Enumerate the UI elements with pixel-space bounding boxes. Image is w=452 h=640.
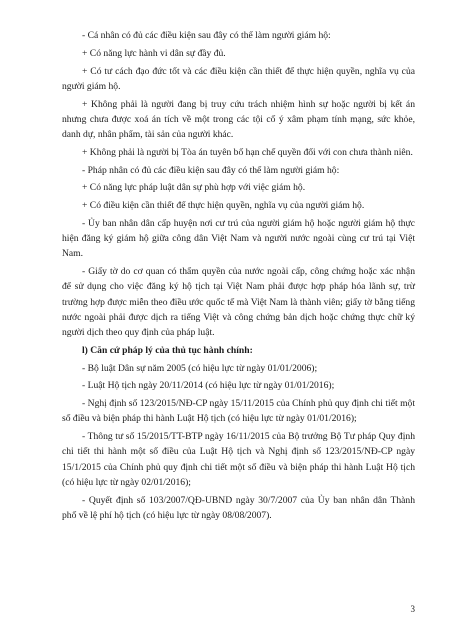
page-number: 3: [410, 604, 415, 614]
paragraph: + Không phải là người đang bị truy cứu trách nhiệm hình sự hoặc người bị kết án nhưng chưa được xoá án tích về một trong các tội cố ý xâm phạm tính mạng, sức khỏe, danh dự, nhân phẩm, tài sản của người khác.: [62, 98, 415, 140]
section-heading: l) Căn cứ pháp lý của thủ tục hành chính:: [82, 344, 253, 356]
paragraph: + Có năng lực hành vi dân sự đầy đủ.: [82, 47, 226, 59]
paragraph: + Không phải là người bị Tòa án tuyên bố hạn chế quyền đối với con chưa thành niên.: [82, 146, 413, 158]
paragraph: - Nghị định số 123/2015/NĐ-CP ngày 15/11/2015 của Chính phủ quy định chi tiết một số điều và biện pháp thi hành Luật Hộ tịch (có hiệu lực từ ngày 01/01/2016);: [62, 398, 415, 425]
paragraph: - Ủy ban nhân dân cấp huyện nơi cư trú của người giám hộ hoặc người giám hộ thực hiện đăng ký giám hộ giữa công dân Việt Nam và người nước ngoài cùng cư trú tại Việt Nam.: [62, 217, 415, 260]
paragraph: + Có điều kiện cần thiết để thực hiện quyền, nghĩa vụ của người giám hộ.: [82, 200, 365, 212]
paragraph: - Quyết định số 103/2007/QĐ-UBND ngày 30/7/2007 của Ủy ban nhân dân Thành phố về lệ phí hộ tịch (có hiệu lực từ ngày 08/08/2007).: [62, 494, 415, 521]
paragraph: - Cá nhân có đủ các điều kiện sau đây có thể làm người giám hộ:: [82, 30, 331, 41]
body-text: [62, 28, 415, 523]
paragraph: + Có năng lực pháp luật dân sự phù hợp với việc giám hộ.: [82, 182, 306, 194]
paragraph: - Luật Hộ tịch ngày 20/11/2014 (có hiệu lực từ ngày 01/01/2016);: [82, 380, 335, 392]
paragraph: - Bộ luật Dân sự năm 2005 (có hiệu lực từ ngày 01/01/2006);: [82, 362, 318, 374]
paragraph: - Giấy tờ do cơ quan có thẩm quyền của nước ngoài cấp, công chứng hoặc xác nhận để sử dụng cho việc đăng ký hộ tịch tại Việt Nam phải được hợp pháp hóa lãnh sự, trừ trường hợp được miễn theo điều ước quốc tế mà Việt Nam là thành viên; giấy tờ bằng tiếng nước ngoài phải được dịch ra tiếng Việt và công chứng bản dịch hoặc chứng thực chữ ký người dịch theo quy định của pháp luật.: [62, 266, 415, 338]
paragraph: - Thông tư số 15/2015/TT-BTP ngày 16/11/2015 của Bộ trưởng Bộ Tư pháp Quy định chi tiết thi hành một số điều của Luật Hộ tịch và Nghị định số 123/2015/NĐ-CP ngày 15/1/2015 của Chính phủ quy định chi tiết một số điều và biện pháp thi hành Luật Hộ tịch (có hiệu lực từ ngày 02/01/2016);: [62, 431, 415, 488]
paragraph: - Pháp nhân có đủ các điều kiện sau đây có thể làm người giám hộ:: [82, 164, 340, 176]
paragraph: + Có tư cách đạo đức tốt và các điều kiện cần thiết để thực hiện quyền, nghĩa vụ của người giám hộ.: [62, 65, 415, 92]
